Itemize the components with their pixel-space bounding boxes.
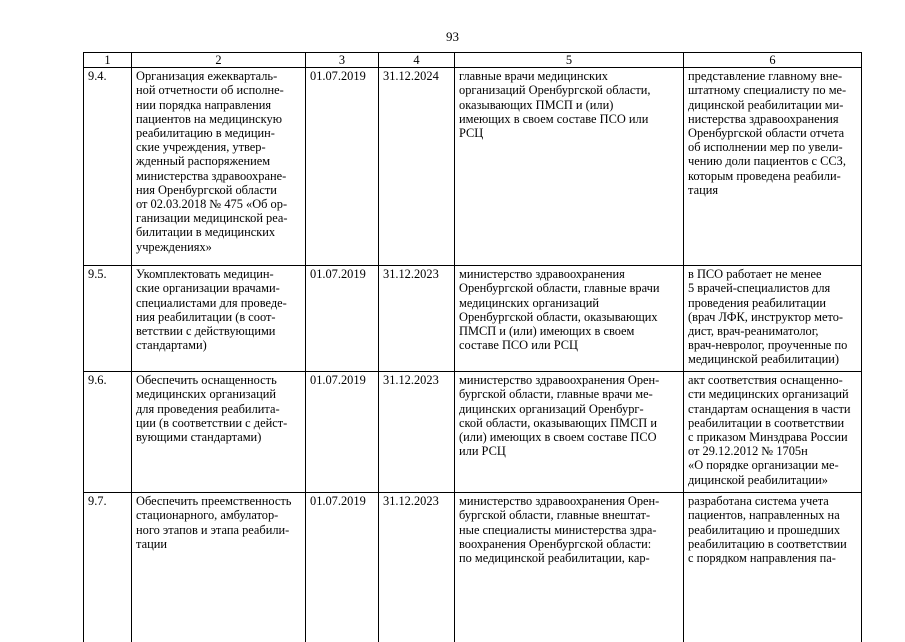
start-date: 01.07.2019 (306, 266, 379, 372)
task-description: Обеспечить оснащенность медицинских организаций для проведения реабилита- ции (в соответствии с дейст- вующими стандартами) (132, 372, 306, 493)
end-date: 31.12.2023 (379, 266, 455, 372)
table-row (84, 266, 862, 372)
table-header-row (84, 53, 862, 68)
table-row (84, 372, 862, 493)
start-date: 01.07.2019 (306, 493, 379, 642)
row-number: 9.4. (84, 68, 132, 266)
start-date: 01.07.2019 (306, 68, 379, 266)
responsible-parties: министерство здравоохранения Оренбургской области, главные врачи медицинских организаций Оренбургской области, оказывающих ПМСП и (или) имеющих в своем составе ПСО или РСЦ (455, 266, 684, 372)
responsible-parties: главные врачи медицинских организаций Оренбургской области, оказывающих ПМСП и (или) имеющих в своем составе ПСО или РСЦ (455, 68, 684, 266)
row-number: 9.6. (84, 372, 132, 493)
page-number: 93 (446, 29, 459, 44)
column-header: 6 (684, 53, 862, 68)
expected-result: разработана система учета пациентов, направленных на реабилитацию и прошедших реабилитацию в соответствии с порядком направления па- (684, 493, 862, 642)
expected-result: представление главному вне- штатному специалисту по ме- дицинской реабилитации ми- нистерства здравоохранения Оренбургской области отчета об исполнении мер по увели- чению доли пациентов с ССЗ, которым проведена реабили- тация (684, 68, 862, 266)
task-description: Укомплектовать медицин- ские организации врачами- специалистами для проведе- ния реабилитации (в соот- ветствии с действующими стандартами) (132, 266, 306, 372)
row-number: 9.7. (84, 493, 132, 642)
measures-table (83, 52, 862, 642)
task-description: Организация ежекварталь- ной отчетности об исполне- нии порядка направления пациентов на медицинскую реабилитацию в медицин- ские учреждения, утвер- жденный распоряжением министерства здравоохране- ния Оренбургской области от 02.03.2018 № 475 «Об ор- ганизации медицинской реа- билитации в медицинских учреждениях» (132, 68, 306, 266)
column-header: 2 (132, 53, 306, 68)
expected-result: в ПСО работает не менее 5 врачей-специалистов для проведения реабилитации (врач ЛФК, инструктор мето- дист, врач-реаниматолог, врач-невролог, проученные по медицинской реабилитации) (684, 266, 862, 372)
row-number: 9.5. (84, 266, 132, 372)
expected-result: акт соответствия оснащенно- сти медицинских организаций стандартам оснащения в части реабилитации в соответствии с приказом Минздрава России от 29.12.2012 № 1705н «О порядке организации ме- дицинской реабилитации» (684, 372, 862, 493)
column-header: 4 (379, 53, 455, 68)
end-date: 31.12.2023 (379, 372, 455, 493)
end-date: 31.12.2023 (379, 493, 455, 642)
table-row (84, 68, 862, 266)
start-date: 01.07.2019 (306, 372, 379, 493)
responsible-parties: министерство здравоохранения Орен- бургской области, главные внештат- ные специалисты министерства здра- воохранения Оренбургской области: по медицинской реабилитации, кар- (455, 493, 684, 642)
table-row (84, 493, 862, 642)
column-header: 3 (306, 53, 379, 68)
responsible-parties: министерство здравоохранения Орен- бургской области, главные врачи ме- дицинских организаций Оренбург- ской области, оказывающих ПМСП и (или) имеющих в своем составе ПСО или РСЦ (455, 372, 684, 493)
end-date: 31.12.2024 (379, 68, 455, 266)
column-header: 1 (84, 53, 132, 68)
column-header: 5 (455, 53, 684, 68)
task-description: Обеспечить преемственность стационарного, амбулатор- ного этапов и этапа реабили- тации (132, 493, 306, 642)
